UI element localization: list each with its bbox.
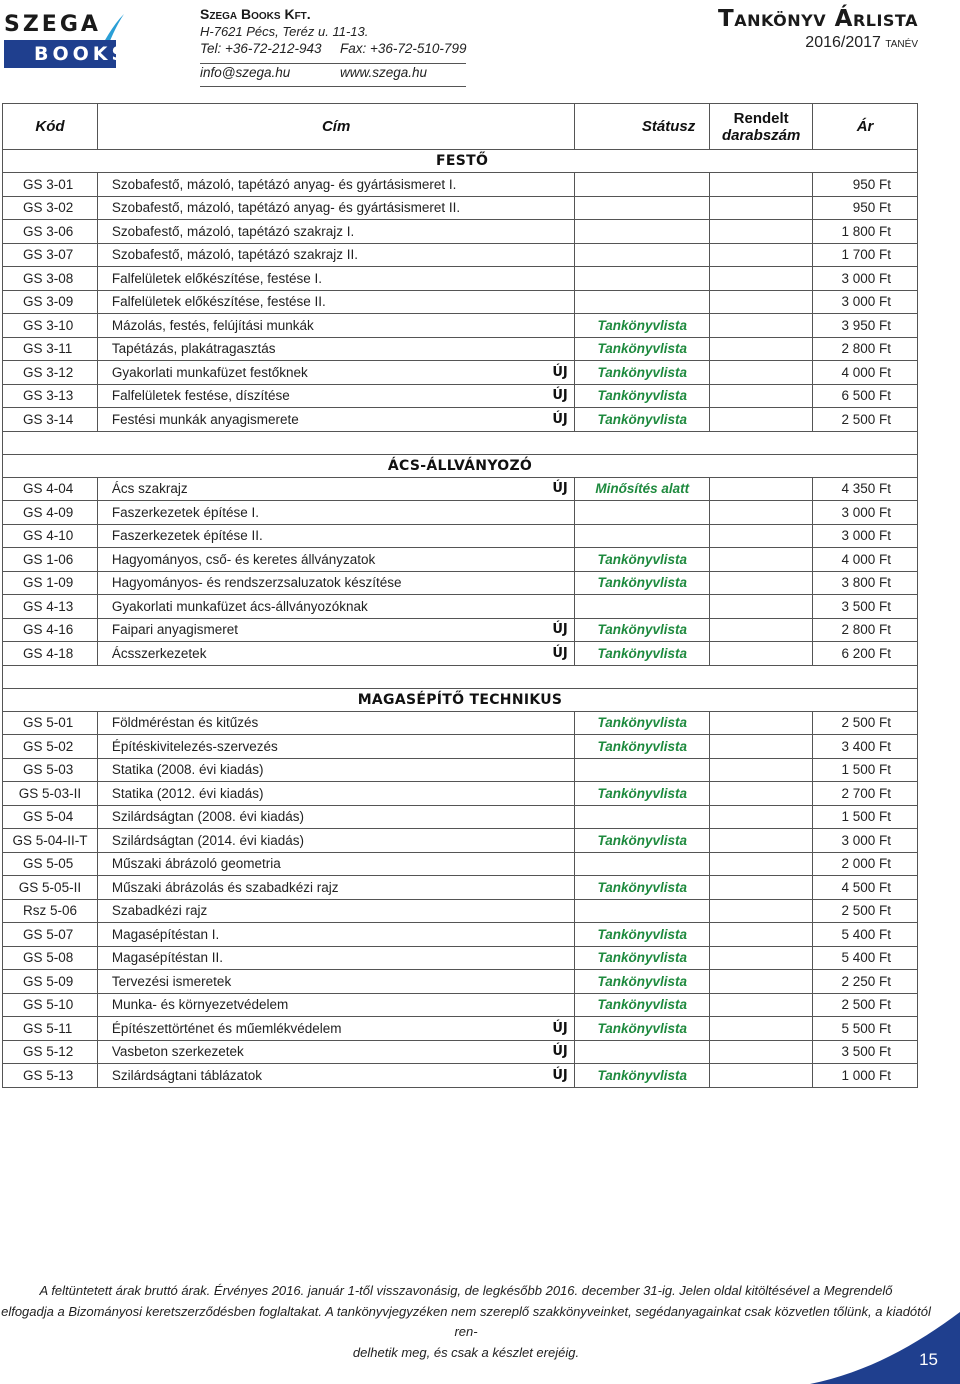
cell-status: Tankönyvlista <box>575 735 710 758</box>
cell-status <box>575 595 710 618</box>
cell-price: 950 Ft <box>813 173 918 196</box>
cell-price: 2 500 Ft <box>813 900 918 923</box>
price-list-title-block <box>718 6 918 52</box>
cell-status <box>575 267 710 290</box>
col-header-ordered <box>710 104 813 149</box>
footer-line-2: elfogadja a Bizományosi keretszerződésben foglaltakat. A tankönyvjegyzéken nem szereplő szakkönyveinket, segédanyagainkat csak közvetlen tőlünk, a kiadótól ren- <box>1 1303 931 1339</box>
cell-title <box>98 829 575 852</box>
cell-code: GS 5-13 <box>3 1064 98 1087</box>
cell-code: GS 3-02 <box>3 197 98 220</box>
cell-title <box>98 806 575 829</box>
cell-ordered-qty[interactable] <box>710 1041 813 1064</box>
cell-price: 5 500 Ft <box>813 1017 918 1040</box>
book-title: Ácsszerkezetek <box>111 645 207 661</box>
cell-status: Tankönyvlista <box>575 782 710 805</box>
cell-status: Tankönyvlista <box>575 619 710 642</box>
cell-code: GS 1-06 <box>3 548 98 571</box>
section-header: FESTŐ <box>3 150 918 173</box>
cell-title <box>98 876 575 899</box>
company-address: H-7621 Pécs, Teréz u. 11-13. <box>200 24 369 39</box>
book-title: Szilárdságtan (2008. évi kiadás) <box>111 809 305 825</box>
cell-title <box>98 572 575 595</box>
table-row <box>3 1017 918 1041</box>
cell-ordered-qty[interactable] <box>710 408 813 431</box>
cell-title <box>98 1064 575 1087</box>
table-row <box>3 501 918 525</box>
cell-price: 3 950 Ft <box>813 314 918 337</box>
cell-price: 3 000 Ft <box>813 291 918 314</box>
cell-status: Tankönyvlista <box>575 548 710 571</box>
cell-price: 2 800 Ft <box>813 338 918 361</box>
book-title: Hagyományos, cső- és keretes állványzatok <box>111 551 376 567</box>
cell-code: GS 1-09 <box>3 572 98 595</box>
cell-code: GS 4-10 <box>3 525 98 548</box>
book-title: Szobafestő, mázoló, tapétázó anyag- és gyártásismeret I. <box>111 176 457 192</box>
cell-price: 2 500 Ft <box>813 408 918 431</box>
table-row <box>3 244 918 268</box>
company-info <box>200 6 466 87</box>
cell-ordered-qty[interactable] <box>710 548 813 571</box>
cell-price: 1 500 Ft <box>813 806 918 829</box>
cell-code: GS 3-12 <box>3 361 98 384</box>
logo-top-text: SZEGA <box>4 12 101 37</box>
new-badge: ÚJ <box>552 622 568 638</box>
book-title: Szobafestő, mázoló, tapétázó anyag- és gyártásismeret II. <box>111 200 461 216</box>
cell-price: 1 800 Ft <box>813 220 918 243</box>
cell-ordered-qty[interactable] <box>710 876 813 899</box>
school-year-suffix: tanév <box>885 34 918 50</box>
table-row <box>3 478 918 502</box>
cell-ordered-qty[interactable] <box>710 853 813 876</box>
cell-title <box>98 759 575 782</box>
cell-status <box>575 291 710 314</box>
cell-code: GS 4-16 <box>3 619 98 642</box>
new-badge: ÚJ <box>552 411 568 427</box>
cell-price: 6 200 Ft <box>813 642 918 665</box>
cell-code: GS 5-05 <box>3 853 98 876</box>
company-fax: Fax: +36-72-510-799 <box>340 41 467 56</box>
cell-price: 4 000 Ft <box>813 361 918 384</box>
cell-status: Minősítés alatt <box>575 478 710 501</box>
book-title: Festési munkák anyagismerete <box>111 411 299 427</box>
cell-ordered-qty[interactable] <box>710 900 813 923</box>
table-row <box>3 782 918 806</box>
book-title: Tapétázás, plakátragasztás <box>111 341 276 357</box>
cell-status: Tankönyvlista <box>575 712 710 735</box>
table-row <box>3 735 918 759</box>
cell-status: Tankönyvlista <box>575 970 710 993</box>
new-badge: ÚJ <box>552 364 568 380</box>
col-header-ordered-line2: darabszám <box>721 126 801 144</box>
cell-price: 3 400 Ft <box>813 735 918 758</box>
book-title: Magasépítéstan I. <box>111 926 220 942</box>
cell-price: 1 500 Ft <box>813 759 918 782</box>
cell-ordered-qty[interactable] <box>710 173 813 196</box>
table-row <box>3 173 918 197</box>
cell-status: Tankönyvlista <box>575 1017 710 1040</box>
cell-code: GS 5-07 <box>3 923 98 946</box>
cell-status: Tankönyvlista <box>575 572 710 595</box>
cell-title <box>98 197 575 220</box>
cell-code: GS 5-09 <box>3 970 98 993</box>
table-row <box>3 338 918 362</box>
book-title: Faszerkezetek építése II. <box>111 528 263 544</box>
cell-ordered-qty[interactable] <box>710 947 813 970</box>
new-badge: ÚJ <box>552 1067 568 1083</box>
cell-status: Tankönyvlista <box>575 642 710 665</box>
cell-code: GS 5-12 <box>3 1041 98 1064</box>
table-row <box>3 1064 918 1088</box>
book-title: Gyakorlati munkafüzet ács-állványozóknak <box>111 598 368 614</box>
table-row <box>3 525 918 549</box>
cell-status: Tankönyvlista <box>575 923 710 946</box>
new-badge: ÚJ <box>552 1020 568 1036</box>
cell-status <box>575 525 710 548</box>
book-title: Gyakorlati munkafüzet festőknek <box>111 364 308 380</box>
table-row <box>3 267 918 291</box>
col-header-status: Státusz <box>575 104 710 149</box>
cell-code: GS 3-09 <box>3 291 98 314</box>
table-row <box>3 619 918 643</box>
cell-status <box>575 197 710 220</box>
cell-ordered-qty[interactable] <box>710 361 813 384</box>
cell-code: GS 5-03-II <box>3 782 98 805</box>
book-title: Mázolás, festés, felújítási munkák <box>111 317 314 333</box>
table-row <box>3 900 918 924</box>
book-title: Munka- és környezetvédelem <box>111 997 289 1013</box>
cell-title <box>98 338 575 361</box>
cell-status: Tankönyvlista <box>575 314 710 337</box>
col-header-title: Cím <box>98 104 575 149</box>
table-row <box>3 829 918 853</box>
cell-code: GS 5-08 <box>3 947 98 970</box>
book-title: Hagyományos- és rendszerzsaluzatok készítése <box>111 575 402 591</box>
table-header <box>3 104 918 150</box>
cell-status <box>575 220 710 243</box>
table-row <box>3 806 918 830</box>
cell-ordered-qty[interactable] <box>710 994 813 1017</box>
cell-price: 3 500 Ft <box>813 1041 918 1064</box>
cell-code: GS 3-01 <box>3 173 98 196</box>
cell-code: GS 4-09 <box>3 501 98 524</box>
szega-books-logo <box>4 12 130 68</box>
cell-title <box>98 385 575 408</box>
book-title: Építészettörténet és műemlékvédelem <box>111 1020 342 1036</box>
cell-status <box>575 759 710 782</box>
cell-code: GS 5-10 <box>3 994 98 1017</box>
cell-code: GS 3-07 <box>3 244 98 267</box>
cell-price: 2 250 Ft <box>813 970 918 993</box>
cell-price: 4 500 Ft <box>813 876 918 899</box>
cell-status: Tankönyvlista <box>575 947 710 970</box>
book-title: Földméréstan és kitűzés <box>111 715 259 731</box>
book-title: Műszaki ábrázoló geometria <box>111 856 281 872</box>
cell-code: GS 4-18 <box>3 642 98 665</box>
book-title: Építéskivitelezés-szervezés <box>111 738 278 754</box>
cell-code: GS 5-03 <box>3 759 98 782</box>
book-title: Szobafestő, mázoló, tapétázó szakrajz II. <box>111 247 359 263</box>
cell-code: GS 5-05-II <box>3 876 98 899</box>
cell-ordered-qty[interactable] <box>710 829 813 852</box>
table-row <box>3 1041 918 1065</box>
company-name: Szega Books Kft. <box>200 6 311 22</box>
cell-status <box>575 806 710 829</box>
cell-status: Tankönyvlista <box>575 876 710 899</box>
new-badge: ÚJ <box>552 388 568 404</box>
cell-code: Rsz 5-06 <box>3 900 98 923</box>
col-header-code: Kód <box>3 104 98 149</box>
cell-code: GS 3-08 <box>3 267 98 290</box>
book-title: Falfelületek festése, díszítése <box>111 388 290 404</box>
cell-price: 950 Ft <box>813 197 918 220</box>
cell-price: 3 800 Ft <box>813 572 918 595</box>
cell-price: 4 350 Ft <box>813 478 918 501</box>
new-badge: ÚJ <box>552 1044 568 1060</box>
footer-line-3: delhetik meg, és csak a készlet erejéig. <box>352 1344 580 1360</box>
cell-code: GS 5-04 <box>3 806 98 829</box>
book-title: Falfelületek előkészítése, festése II. <box>111 294 326 310</box>
school-year <box>718 34 918 52</box>
table-body <box>3 150 918 1088</box>
price-table <box>2 103 918 1088</box>
cell-ordered-qty[interactable] <box>710 267 813 290</box>
cell-title <box>98 735 575 758</box>
cell-title <box>98 361 575 384</box>
col-header-price: Ár <box>813 104 918 149</box>
cell-price: 2 800 Ft <box>813 619 918 642</box>
cell-title <box>98 900 575 923</box>
cell-title <box>98 291 575 314</box>
book-title: Szilárdságtan (2014. évi kiadás) <box>111 832 304 848</box>
cell-ordered-qty[interactable] <box>710 782 813 805</box>
new-badge: ÚJ <box>552 645 568 661</box>
cell-code: GS 3-13 <box>3 385 98 408</box>
cell-ordered-qty[interactable] <box>710 338 813 361</box>
cell-title <box>98 244 575 267</box>
cell-code: GS 3-11 <box>3 338 98 361</box>
cell-ordered-qty[interactable] <box>710 806 813 829</box>
cell-price: 3 500 Ft <box>813 595 918 618</box>
table-row <box>3 197 918 221</box>
cell-title <box>98 267 575 290</box>
table-row <box>3 408 918 432</box>
cell-title <box>98 970 575 993</box>
book-title: Szobafestő, mázoló, tapétázó szakrajz I. <box>111 223 355 239</box>
school-year-value: 2016/2017 <box>805 34 881 51</box>
table-row <box>3 595 918 619</box>
cell-ordered-qty[interactable] <box>710 642 813 665</box>
book-title: Magasépítéstan II. <box>111 950 223 966</box>
cell-ordered-qty[interactable] <box>710 525 813 548</box>
book-title: Falfelületek előkészítése, festése I. <box>111 270 323 286</box>
book-title: Faszerkezetek építése I. <box>111 504 259 520</box>
table-row <box>3 385 918 409</box>
cell-code: GS 3-14 <box>3 408 98 431</box>
book-title: Szilárdságtani táblázatok <box>111 1067 262 1083</box>
cell-status: Tankönyvlista <box>575 361 710 384</box>
page-corner-shape <box>810 1312 960 1384</box>
cell-ordered-qty[interactable] <box>710 619 813 642</box>
cell-price: 3 000 Ft <box>813 267 918 290</box>
cell-title <box>98 782 575 805</box>
cell-code: GS 5-01 <box>3 712 98 735</box>
cell-ordered-qty[interactable] <box>710 1017 813 1040</box>
cell-code: GS 4-13 <box>3 595 98 618</box>
company-web[interactable]: www.szega.hu <box>340 64 428 80</box>
cell-code: GS 3-10 <box>3 314 98 337</box>
cell-status <box>575 853 710 876</box>
footer-line-1: A feltüntetett árak bruttó árak. Érvényes 2016. január 1-től visszavonásig, de legkésőbb 2016. december 31-ig. Jelen oldal kitöltésével a Megrendelő <box>39 1283 893 1298</box>
cell-status: Tankönyvlista <box>575 385 710 408</box>
cell-title <box>98 548 575 571</box>
book-title: Vasbeton szerkezetek <box>111 1044 244 1060</box>
cell-title <box>98 619 575 642</box>
cell-price: 3 000 Ft <box>813 525 918 548</box>
col-header-ordered-line1: Rendelt <box>733 109 789 127</box>
book-title: Műszaki ábrázolás és szabadkézi rajz <box>111 879 339 895</box>
cell-price: 6 500 Ft <box>813 385 918 408</box>
table-row <box>3 923 918 947</box>
cell-status <box>575 900 710 923</box>
cell-status <box>575 501 710 524</box>
cell-title <box>98 525 575 548</box>
cell-code: GS 4-04 <box>3 478 98 501</box>
table-row <box>3 759 918 783</box>
cell-price: 4 000 Ft <box>813 548 918 571</box>
cell-price: 2 700 Ft <box>813 782 918 805</box>
cell-price: 5 400 Ft <box>813 947 918 970</box>
table-row <box>3 853 918 877</box>
table-spacer-row <box>3 666 918 689</box>
page-number: 15 <box>919 1350 938 1369</box>
cell-price: 2 500 Ft <box>813 994 918 1017</box>
cell-code: GS 5-11 <box>3 1017 98 1040</box>
table-row <box>3 361 918 385</box>
price-list-title: Tankönyv Árlista <box>718 6 918 32</box>
cell-ordered-qty[interactable] <box>710 712 813 735</box>
table-row <box>3 947 918 971</box>
cell-price: 2 500 Ft <box>813 712 918 735</box>
cell-title <box>98 220 575 243</box>
book-title: Tervezési ismeretek <box>111 973 232 989</box>
table-row <box>3 876 918 900</box>
book-title: Statika (2012. évi kiadás) <box>111 785 264 801</box>
cell-code: GS 5-02 <box>3 735 98 758</box>
book-title: Statika (2008. évi kiadás) <box>111 762 264 778</box>
cell-status <box>575 173 710 196</box>
company-email[interactable]: info@szega.hu <box>200 64 291 80</box>
cell-status: Tankönyvlista <box>575 338 710 361</box>
cell-title <box>98 947 575 970</box>
cell-ordered-qty[interactable] <box>710 314 813 337</box>
cell-ordered-qty[interactable] <box>710 923 813 946</box>
cell-title <box>98 501 575 524</box>
cell-code: GS 5-04-II-T <box>3 829 98 852</box>
cell-ordered-qty[interactable] <box>710 735 813 758</box>
cell-ordered-qty[interactable] <box>710 291 813 314</box>
cell-code: GS 3-06 <box>3 220 98 243</box>
cell-status <box>575 244 710 267</box>
cell-ordered-qty[interactable] <box>710 197 813 220</box>
cell-title <box>98 173 575 196</box>
cell-title <box>98 314 575 337</box>
table-row <box>3 548 918 572</box>
cell-title <box>98 853 575 876</box>
cell-price: 1 700 Ft <box>813 244 918 267</box>
cell-title <box>98 1041 575 1064</box>
table-row <box>3 314 918 338</box>
footer-notice <box>0 1281 932 1363</box>
cell-price: 1 000 Ft <box>813 1064 918 1087</box>
cell-title <box>98 994 575 1017</box>
cell-ordered-qty[interactable] <box>710 501 813 524</box>
cell-ordered-qty[interactable] <box>710 1064 813 1087</box>
table-spacer-row <box>3 432 918 455</box>
cell-title <box>98 923 575 946</box>
cell-ordered-qty[interactable] <box>710 595 813 618</box>
cell-status: Tankönyvlista <box>575 829 710 852</box>
book-title: Szabadkézi rajz <box>111 903 208 919</box>
section-header: ÁCS-ÁLLVÁNYOZÓ <box>3 455 918 478</box>
table-row <box>3 220 918 244</box>
book-title: Ács szakrajz <box>111 481 188 497</box>
cell-price: 5 400 Ft <box>813 923 918 946</box>
cell-title <box>98 712 575 735</box>
cell-status: Tankönyvlista <box>575 994 710 1017</box>
table-row <box>3 291 918 315</box>
cell-title <box>98 478 575 501</box>
cell-ordered-qty[interactable] <box>710 759 813 782</box>
cell-ordered-qty[interactable] <box>710 970 813 993</box>
table-row <box>3 970 918 994</box>
new-badge: ÚJ <box>552 481 568 497</box>
book-title: Faipari anyagismeret <box>111 622 238 638</box>
cell-ordered-qty[interactable] <box>710 244 813 267</box>
section-header: MAGASÉPÍTŐ TECHNIKUS <box>3 689 918 712</box>
table-row <box>3 712 918 736</box>
cell-price: 3 000 Ft <box>813 501 918 524</box>
cell-title <box>98 595 575 618</box>
company-tel: Tel: +36-72-212-943 <box>200 41 322 56</box>
cell-title <box>98 408 575 431</box>
cell-title <box>98 1017 575 1040</box>
cell-status: Tankönyvlista <box>575 1064 710 1087</box>
cell-ordered-qty[interactable] <box>710 220 813 243</box>
cell-ordered-qty[interactable] <box>710 385 813 408</box>
cell-ordered-qty[interactable] <box>710 572 813 595</box>
logo-bottom-text: BOOKS <box>4 40 116 68</box>
cell-status <box>575 1041 710 1064</box>
cell-price: 3 000 Ft <box>813 829 918 852</box>
cell-status: Tankönyvlista <box>575 408 710 431</box>
table-row <box>3 642 918 666</box>
table-row <box>3 994 918 1018</box>
cell-ordered-qty[interactable] <box>710 478 813 501</box>
cell-price: 2 000 Ft <box>813 853 918 876</box>
cell-title <box>98 642 575 665</box>
table-row <box>3 572 918 596</box>
